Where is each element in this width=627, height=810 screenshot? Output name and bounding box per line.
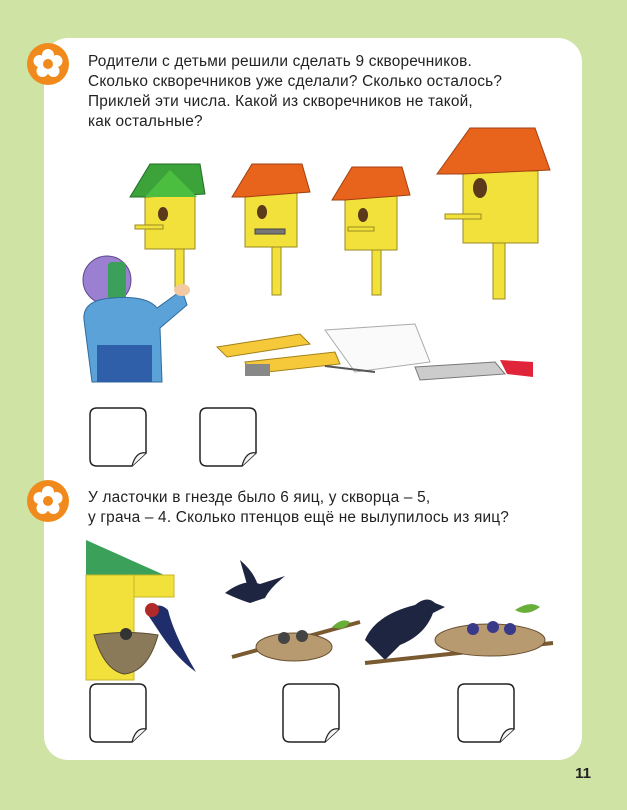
- birdhouse-large: [435, 126, 555, 301]
- tools-illustration: [215, 322, 535, 384]
- boy-illustration: [72, 250, 192, 382]
- starling-nest-illustration: [232, 612, 362, 674]
- task1-line: Сколько скворечников уже сделали? Сколько осталось?: [88, 73, 503, 90]
- birdhouse-orange-roof: [330, 165, 415, 295]
- flower-icon: [26, 42, 70, 86]
- swallow-nest-illustration: [86, 540, 206, 680]
- answer-box[interactable]: [89, 683, 147, 743]
- task2-text: [88, 488, 509, 528]
- answer-box[interactable]: [457, 683, 515, 743]
- task2-line: У ласточки в гнезде было 6 яиц, у скворца – 5,: [88, 489, 431, 506]
- task2-line: у грача – 4. Сколько птенцов ещё не вылупилось из яиц?: [88, 509, 510, 526]
- task1-line: Родители с детьми решили сделать 9 скворечников.: [88, 53, 472, 70]
- birdhouse-orange-roof: [230, 162, 315, 297]
- task1-line: как остальные?: [88, 113, 203, 130]
- flying-rook-illustration: [220, 558, 290, 608]
- answer-box[interactable]: [282, 683, 340, 743]
- task1-text: [88, 52, 502, 132]
- answer-box[interactable]: [199, 407, 257, 467]
- answer-box[interactable]: [89, 407, 147, 467]
- rook-nest-illustration: [355, 585, 555, 670]
- task1-line: Приклей эти числа. Какой из скворечников не такой,: [88, 93, 473, 110]
- flower-icon: [26, 479, 70, 523]
- page-number: 11: [575, 765, 591, 782]
